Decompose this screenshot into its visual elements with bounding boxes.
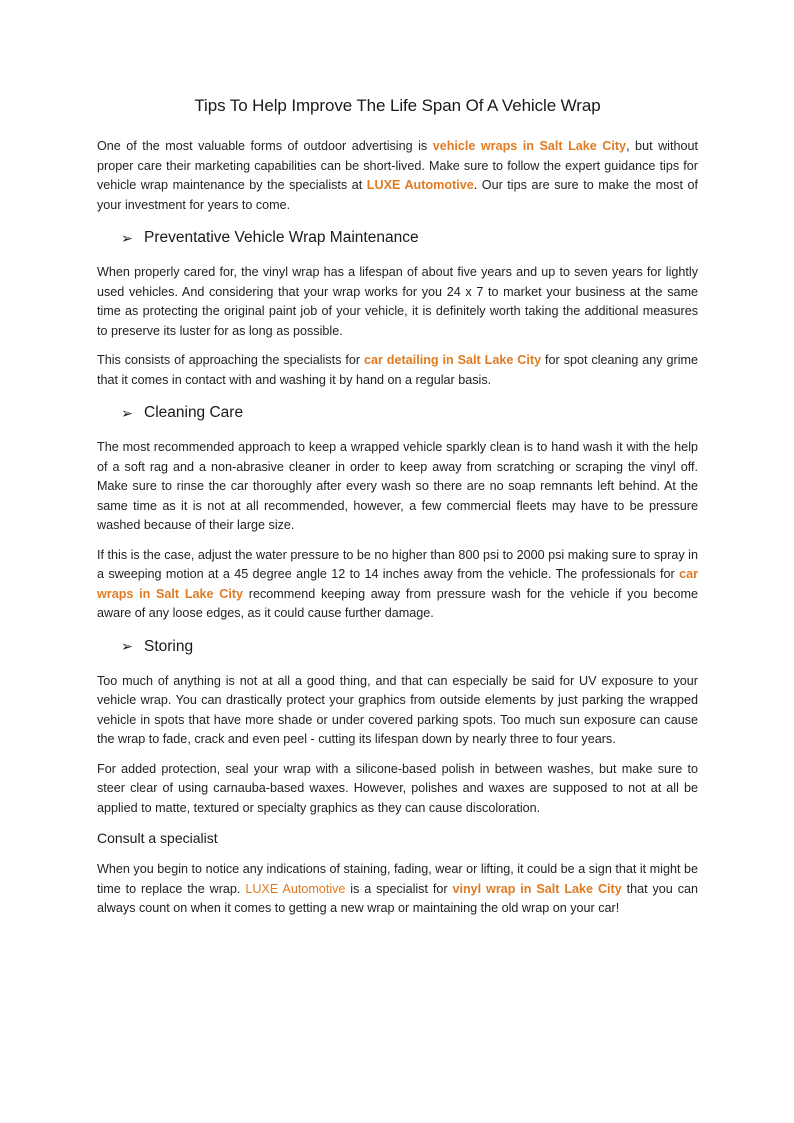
vinyl-wrap-link[interactable]: vinyl wrap in Salt Lake City <box>452 881 622 896</box>
section-heading-preventative <box>121 229 698 247</box>
cleaning-text-2: recommend keeping away from pressure wash for the vehicle if you become aware of any loose edges, as it could cause further damage. <box>97 586 699 620</box>
intro-text-1: One of the most valuable forms of outdoor advertising is <box>97 139 433 153</box>
arrow-bullet-icon: ➢ <box>121 229 133 246</box>
section-heading-consult: Consult a specialist <box>97 830 218 846</box>
vehicle-wraps-link[interactable]: vehicle wraps in Salt Lake City <box>432 139 627 153</box>
consult-text-3: that you can always count on when it comes to getting a new wrap or maintaining the old wrap on your car! <box>97 881 698 915</box>
preventative-text-1: This consists of approaching the specialists for <box>97 353 364 367</box>
car-wraps-link[interactable]: car wraps in Salt Lake City <box>97 567 698 601</box>
intro-text-3: . Our tips are sure to make the most of your investment for years to come. <box>97 178 698 212</box>
luxe-automotive-link-2[interactable]: LUXE Automotive <box>245 881 346 896</box>
cleaning-paragraph-1: The most recommended approach to keep a wrapped vehicle sparkly clean is to hand wash it with the help of a soft rag and a non-abrasive cleaner in order to keep away from scratching or scraping the vinyl off. Make sure to rinse the car thoroughly after every wash so there are no soap remnants left behind. At the same time as it is not at all recommended, however, a few commercial fleets may have to be pressure washed because of their large size. <box>97 440 698 532</box>
arrow-bullet-icon: ➢ <box>121 404 133 421</box>
preventative-paragraph-1: When properly cared for, the vinyl wrap has a lifespan of about five years and up to seven years for lightly used vehicles. And considering that your wrap works for you 24 x 7 to market your business at the same time as protecting the original paint job of your vehicle, it is definitely worth taking the additional measures to preserve its luster for as long as possible. <box>97 265 698 338</box>
section-heading-cleaning <box>121 404 698 422</box>
section-heading-text: Storing <box>144 637 194 655</box>
arrow-bullet-icon: ➢ <box>121 638 133 654</box>
document-page <box>97 96 698 929</box>
car-detailing-link[interactable]: car detailing in Salt Lake City <box>363 353 542 367</box>
consult-text-1: When you begin to notice any indications of staining, fading, wear or lifting, it could be a sign that it might be time to replace the wrap. <box>97 862 698 896</box>
section-heading-text: Preventative Vehicle Wrap Maintenance <box>144 229 419 246</box>
page-title: Tips To Help Improve The Life Span Of A Vehicle Wrap <box>194 96 601 115</box>
preventative-paragraph-2 <box>97 351 698 390</box>
preventative-text-2: for spot cleaning any grime that it comes in contact with and washing it by hand on a regular basis. <box>97 353 698 387</box>
cleaning-text-1: If this is the case, adjust the water pressure to be no higher than 800 psi to 2000 psi making sure to spray in a sweeping motion at a 45 degree angle 12 to 14 inches away from the vehicle. The professionals for <box>97 547 698 581</box>
luxe-automotive-link[interactable]: LUXE Automotive <box>366 178 474 192</box>
storing-paragraph-1: Too much of anything is not at all a good thing, and that can especially be said for UV exposure to your vehicle wrap. You can drastically protect your graphics from outside elements by just parking the wrapped vehicle in spots that have more shade or under covered parking spots. Too much sun exposure can cause the wrap to fade, crack and even peel - cutting its lifespan down by nearly three to four years. <box>97 673 698 746</box>
consult-paragraph <box>97 860 698 919</box>
cleaning-paragraph-2 <box>97 546 698 624</box>
section-heading-text: Cleaning Care <box>144 404 244 421</box>
consult-text-2: is a specialist for <box>345 881 453 896</box>
intro-text-2: , but without proper care their marketing capabilities can be short-lived. Make sure to follow the expert guidance tips for vehicle wrap maintenance by the specialists at <box>97 139 698 192</box>
section-heading-storing <box>121 638 698 656</box>
storing-paragraph-2: For added protection, seal your wrap with a silicone-based polish in between washes, but make sure to steer clear of using carnauba-based waxes. However, polishes and waxes are supposed to not at all be applied to matte, textured or specialty graphics as they can cause discoloration. <box>97 761 698 815</box>
intro-paragraph <box>97 137 698 215</box>
